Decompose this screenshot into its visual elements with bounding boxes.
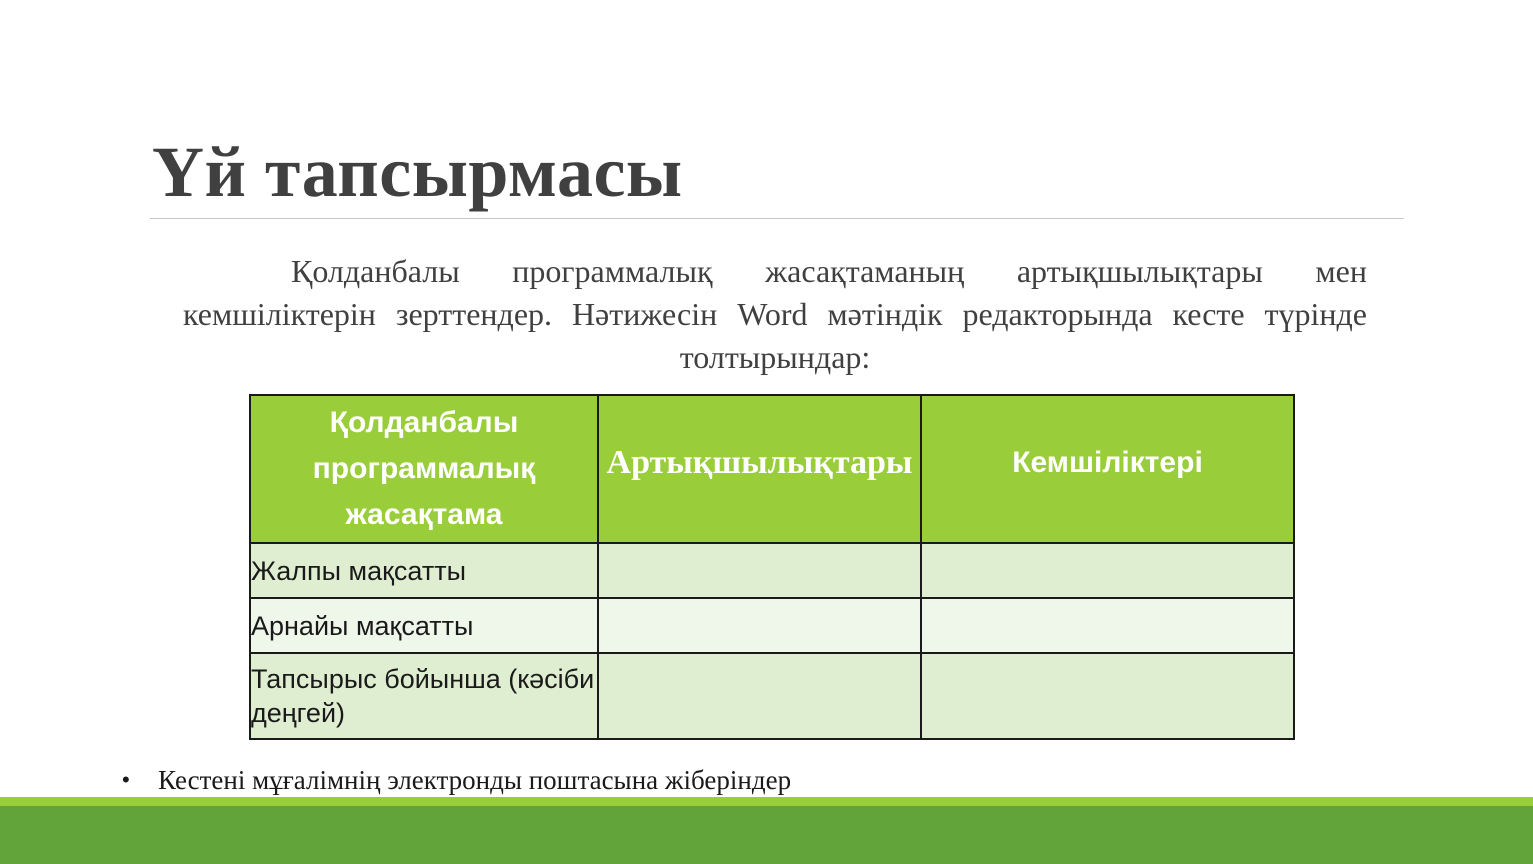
table-row — [250, 653, 1294, 739]
header-disadvantages — [921, 395, 1294, 543]
bullet-text: Кестені мұғалімнің электронды поштасына жіберіндер — [158, 765, 792, 795]
table-row — [250, 598, 1294, 653]
header-software-label: Қолданбалы программалық жасақтама — [312, 406, 536, 531]
table-row — [250, 543, 1294, 598]
assignment-text: Қолданбалы программалық жасақтаманың артықшылықтары мен кемшіліктерін зерттендер. Нәтижесін Word мәтіндік редакторында кесте түрінде толтырындар: — [183, 253, 1367, 375]
row-label: Тапсырыс бойынша (кәсіби деңгей) — [250, 653, 598, 739]
header-advantages-label: Артықшылықтары — [606, 444, 913, 481]
header-disadvantages-label: Кемшіліктері — [1012, 446, 1203, 479]
disadvantages-cell[interactable] — [921, 598, 1294, 653]
row-label: Арнайы мақсатты — [250, 598, 598, 653]
bullet-dot-icon: • — [122, 767, 130, 792]
bullet-item — [122, 763, 791, 797]
header-software — [250, 395, 598, 543]
footer-stripe-light — [0, 797, 1533, 806]
table-header-row — [250, 395, 1294, 543]
slide-title: Үй тапсырмасы — [152, 132, 683, 212]
header-advantages — [598, 395, 921, 543]
row-label: Жалпы мақсатты — [250, 543, 598, 598]
comparison-table — [249, 394, 1295, 740]
advantages-cell[interactable] — [598, 598, 921, 653]
disadvantages-cell[interactable] — [921, 653, 1294, 739]
footer-bar — [0, 806, 1533, 864]
advantages-cell[interactable] — [598, 653, 921, 739]
advantages-cell[interactable] — [598, 543, 921, 598]
disadvantages-cell[interactable] — [921, 543, 1294, 598]
title-divider — [150, 218, 1404, 219]
